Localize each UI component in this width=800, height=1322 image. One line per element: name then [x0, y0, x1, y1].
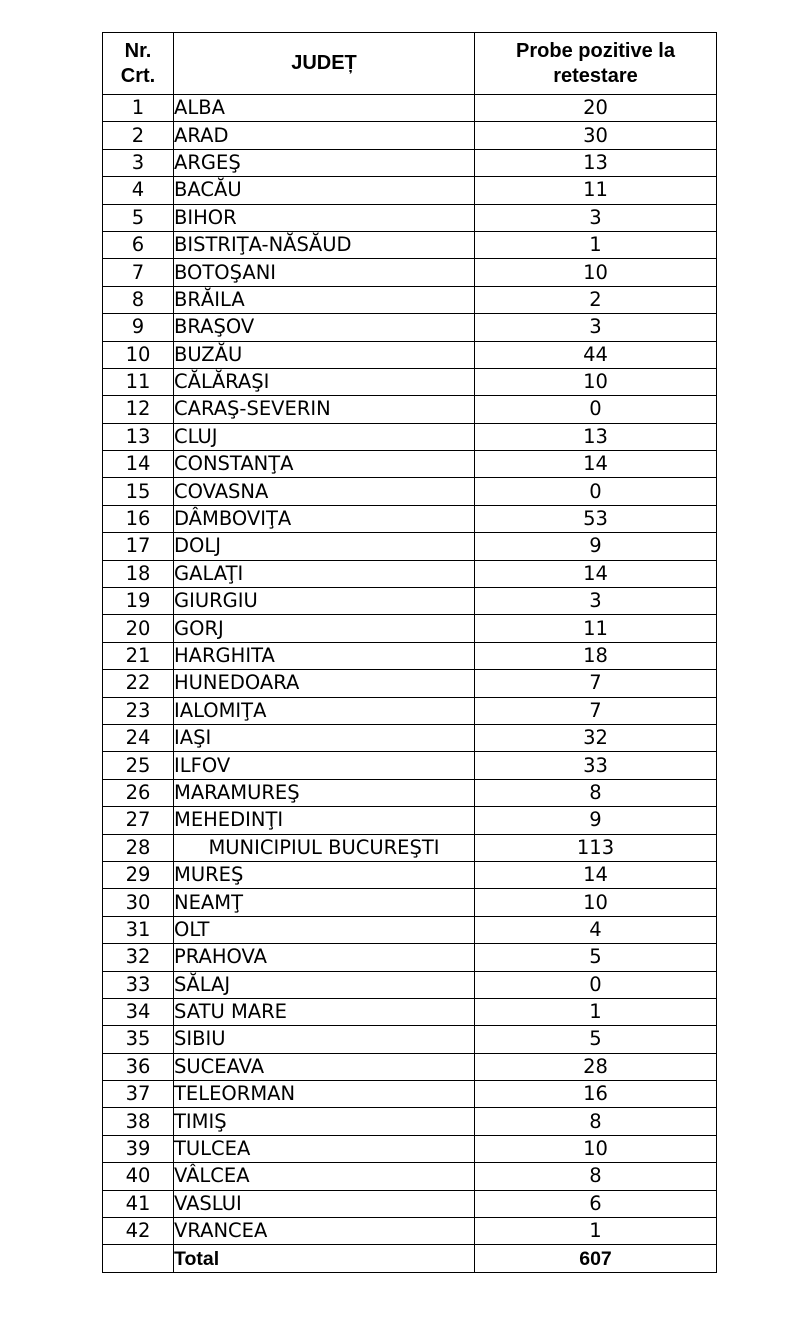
table-row	[103, 724, 717, 751]
cell-nr: 31	[103, 916, 174, 943]
cell-judet: BRAŞOV	[174, 314, 475, 341]
cell-nr: 13	[103, 423, 174, 450]
cell-nr: 17	[103, 533, 174, 560]
table-row	[103, 588, 717, 615]
table-row	[103, 314, 717, 341]
table-row	[103, 615, 717, 642]
cell-probe: 11	[475, 177, 717, 204]
header-row	[103, 33, 717, 95]
table-row	[103, 368, 717, 395]
cell-judet: SIBIU	[174, 1026, 475, 1053]
cell-nr: 23	[103, 697, 174, 724]
total-value: 607	[475, 1245, 717, 1272]
table-row	[103, 642, 717, 669]
cell-nr: 30	[103, 889, 174, 916]
cell-nr: 22	[103, 670, 174, 697]
cell-probe: 1	[475, 998, 717, 1025]
cell-judet: IALOMIŢA	[174, 697, 475, 724]
cell-judet: VÂLCEA	[174, 1163, 475, 1190]
table-row	[103, 670, 717, 697]
cell-probe: 13	[475, 423, 717, 450]
cell-nr: 12	[103, 396, 174, 423]
cell-nr: 3	[103, 149, 174, 176]
cell-nr: 37	[103, 1081, 174, 1108]
cell-judet: IAŞI	[174, 724, 475, 751]
cell-judet: CLUJ	[174, 423, 475, 450]
cell-judet: TIMIŞ	[174, 1108, 475, 1135]
cell-judet: TELEORMAN	[174, 1081, 475, 1108]
cell-judet: MEHEDINŢI	[174, 807, 475, 834]
cell-judet: MUREŞ	[174, 861, 475, 888]
table-row	[103, 998, 717, 1025]
cell-judet: TULCEA	[174, 1135, 475, 1162]
cell-probe: 113	[475, 834, 717, 861]
table-row	[103, 478, 717, 505]
cell-judet: BIHOR	[174, 204, 475, 231]
cell-nr: 15	[103, 478, 174, 505]
cell-judet: BISTRIŢA-NĂSĂUD	[174, 231, 475, 258]
table-row	[103, 1190, 717, 1217]
cell-probe: 9	[475, 533, 717, 560]
cell-judet: BUZĂU	[174, 341, 475, 368]
table-row	[103, 779, 717, 806]
cell-probe: 8	[475, 1108, 717, 1135]
cell-probe: 10	[475, 368, 717, 395]
table-row	[103, 697, 717, 724]
cell-judet: DÂMBOVIŢA	[174, 505, 475, 532]
cell-nr: 40	[103, 1163, 174, 1190]
cell-probe: 2	[475, 286, 717, 313]
cell-judet: PRAHOVA	[174, 944, 475, 971]
cell-nr: 9	[103, 314, 174, 341]
cell-probe: 30	[475, 122, 717, 149]
cell-nr: 38	[103, 1108, 174, 1135]
cell-nr: 21	[103, 642, 174, 669]
cell-probe: 11	[475, 615, 717, 642]
cell-probe: 1	[475, 231, 717, 258]
table-row	[103, 1135, 717, 1162]
header-probe: Probe pozitive la retestare	[475, 33, 717, 95]
table-row	[103, 451, 717, 478]
cell-judet: MARAMUREŞ	[174, 779, 475, 806]
cell-nr: 24	[103, 724, 174, 751]
cell-probe: 1	[475, 1218, 717, 1245]
cell-nr: 16	[103, 505, 174, 532]
cell-probe: 9	[475, 807, 717, 834]
cell-judet: ARAD	[174, 122, 475, 149]
table-row	[103, 916, 717, 943]
cell-probe: 16	[475, 1081, 717, 1108]
table-row	[103, 286, 717, 313]
cell-judet: ALBA	[174, 95, 475, 122]
table-row	[103, 122, 717, 149]
table-row	[103, 1218, 717, 1245]
cell-nr: 5	[103, 204, 174, 231]
table-body	[103, 95, 717, 1273]
cell-judet: BOTOŞANI	[174, 259, 475, 286]
cell-nr: 10	[103, 341, 174, 368]
table-row	[103, 752, 717, 779]
cell-probe: 28	[475, 1053, 717, 1080]
table-row	[103, 533, 717, 560]
table-row	[103, 341, 717, 368]
cell-probe: 13	[475, 149, 717, 176]
cell-judet: HUNEDOARA	[174, 670, 475, 697]
cell-judet: COVASNA	[174, 478, 475, 505]
cell-probe: 3	[475, 204, 717, 231]
table-row	[103, 505, 717, 532]
table-row	[103, 95, 717, 122]
table-row	[103, 834, 717, 861]
cell-probe: 14	[475, 451, 717, 478]
table-row	[103, 1163, 717, 1190]
header-nr: Nr. Crt.	[103, 33, 174, 95]
table-row	[103, 560, 717, 587]
cell-judet: BACĂU	[174, 177, 475, 204]
table-row	[103, 396, 717, 423]
cell-judet: GALAŢI	[174, 560, 475, 587]
cell-judet: NEAMŢ	[174, 889, 475, 916]
total-row	[103, 1245, 717, 1272]
cell-probe: 44	[475, 341, 717, 368]
table-row	[103, 861, 717, 888]
cell-nr: 34	[103, 998, 174, 1025]
cell-probe: 8	[475, 779, 717, 806]
cell-nr: 2	[103, 122, 174, 149]
cell-probe: 33	[475, 752, 717, 779]
cell-probe: 10	[475, 889, 717, 916]
cell-nr: 18	[103, 560, 174, 587]
cell-judet: OLT	[174, 916, 475, 943]
cell-judet: VASLUI	[174, 1190, 475, 1217]
cell-nr: 27	[103, 807, 174, 834]
cell-probe: 4	[475, 916, 717, 943]
cell-probe: 53	[475, 505, 717, 532]
cell-judet: ARGEŞ	[174, 149, 475, 176]
cell-nr: 7	[103, 259, 174, 286]
cell-probe: 8	[475, 1163, 717, 1190]
cell-probe: 3	[475, 314, 717, 341]
cell-judet: SATU MARE	[174, 998, 475, 1025]
cell-nr: 29	[103, 861, 174, 888]
cell-probe: 14	[475, 560, 717, 587]
table-row	[103, 889, 717, 916]
table-row	[103, 1026, 717, 1053]
table-row	[103, 204, 717, 231]
cell-probe: 10	[475, 259, 717, 286]
cell-nr: 35	[103, 1026, 174, 1053]
cell-probe: 14	[475, 861, 717, 888]
cell-probe: 7	[475, 670, 717, 697]
cell-nr: 14	[103, 451, 174, 478]
cell-nr: 39	[103, 1135, 174, 1162]
cell-nr: 1	[103, 95, 174, 122]
cell-probe: 3	[475, 588, 717, 615]
cell-judet: SUCEAVA	[174, 1053, 475, 1080]
cell-nr: 8	[103, 286, 174, 313]
cell-probe: 0	[475, 971, 717, 998]
table-row	[103, 971, 717, 998]
cell-judet: VRANCEA	[174, 1218, 475, 1245]
cell-probe: 10	[475, 1135, 717, 1162]
cell-nr: 19	[103, 588, 174, 615]
cell-judet: DOLJ	[174, 533, 475, 560]
cell-nr: 32	[103, 944, 174, 971]
total-label: Total	[174, 1245, 475, 1272]
cell-nr: 33	[103, 971, 174, 998]
cell-nr: 25	[103, 752, 174, 779]
cell-probe: 0	[475, 478, 717, 505]
cell-probe: 20	[475, 95, 717, 122]
table-row	[103, 807, 717, 834]
table-row	[103, 1108, 717, 1135]
table-row	[103, 149, 717, 176]
cell-judet: CARAŞ-SEVERIN	[174, 396, 475, 423]
cell-probe: 0	[475, 396, 717, 423]
cell-judet: HARGHITA	[174, 642, 475, 669]
table-row	[103, 1081, 717, 1108]
cell-nr: 4	[103, 177, 174, 204]
table-row	[103, 1053, 717, 1080]
cell-probe: 6	[475, 1190, 717, 1217]
header-judet: JUDEȚ	[174, 33, 475, 95]
table-row	[103, 177, 717, 204]
cell-judet: SĂLAJ	[174, 971, 475, 998]
cell-judet: BRĂILA	[174, 286, 475, 313]
table-row	[103, 944, 717, 971]
cell-nr: 41	[103, 1190, 174, 1217]
county-table	[102, 32, 717, 1273]
cell-probe: 7	[475, 697, 717, 724]
table-row	[103, 423, 717, 450]
cell-probe: 18	[475, 642, 717, 669]
table-row	[103, 231, 717, 258]
total-empty-cell	[103, 1245, 174, 1272]
cell-judet: GIURGIU	[174, 588, 475, 615]
cell-nr: 6	[103, 231, 174, 258]
cell-nr: 42	[103, 1218, 174, 1245]
cell-nr: 36	[103, 1053, 174, 1080]
cell-probe: 5	[475, 1026, 717, 1053]
cell-nr: 11	[103, 368, 174, 395]
cell-nr: 26	[103, 779, 174, 806]
cell-probe: 5	[475, 944, 717, 971]
table-row	[103, 259, 717, 286]
cell-judet: CĂLĂRAŞI	[174, 368, 475, 395]
cell-judet: GORJ	[174, 615, 475, 642]
cell-nr: 20	[103, 615, 174, 642]
cell-judet: MUNICIPIUL BUCUREŞTI	[174, 834, 475, 861]
cell-probe: 32	[475, 724, 717, 751]
cell-judet: ILFOV	[174, 752, 475, 779]
cell-judet: CONSTANŢA	[174, 451, 475, 478]
cell-nr: 28	[103, 834, 174, 861]
